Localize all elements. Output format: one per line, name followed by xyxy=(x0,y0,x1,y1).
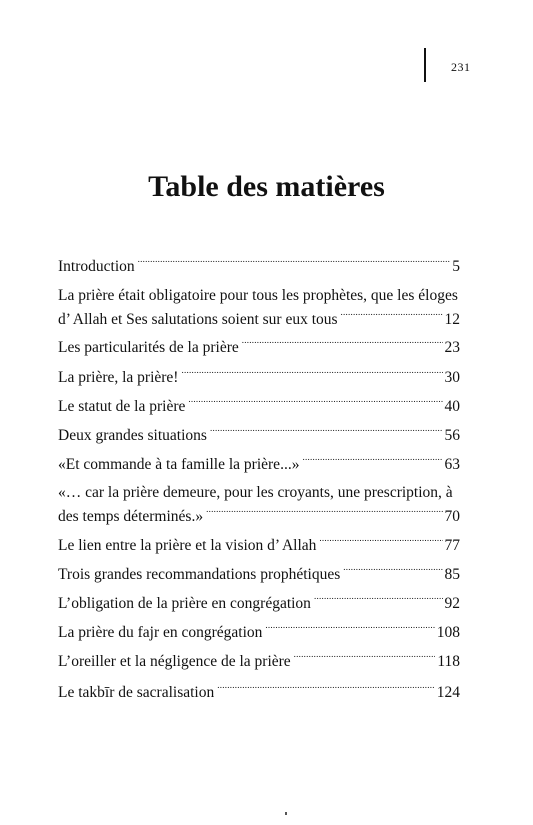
toc-entry-title-line1: «… car la prière demeure, pour les croyants, une prescription, à xyxy=(58,484,453,501)
dot-leader xyxy=(138,256,451,272)
toc-entry-particularites[interactable] xyxy=(58,336,460,360)
dot-leader xyxy=(341,309,443,325)
dot-leader xyxy=(265,622,434,638)
toc-entry-page: 23 xyxy=(444,339,460,356)
toc-entry-title: Deux grandes situations xyxy=(58,427,207,444)
toc-entry-page: 124 xyxy=(436,684,460,701)
page-mark xyxy=(285,812,287,815)
toc-entry-congregation[interactable] xyxy=(58,592,460,616)
toc-entry-title-line2: d’ Allah et Ses salutations soient sur eux tous xyxy=(58,311,338,328)
toc-entry-page: 77 xyxy=(444,537,460,554)
dot-leader xyxy=(294,651,436,667)
toc-entry-title-line1: La prière était obligatoire pour tous les prophètes, que les éloges xyxy=(58,287,458,304)
toc-entry-title: La prière du fajr en congrégation xyxy=(58,624,263,641)
toc-entry-title: La prière, la prière! xyxy=(58,369,179,386)
toc-entry-title: Introduction xyxy=(58,258,135,275)
toc-entry-page: 92 xyxy=(444,595,460,612)
toc-entry-takbir[interactable] xyxy=(58,681,460,705)
toc-entry-obligation-prophetes[interactable] xyxy=(58,284,460,332)
dot-leader xyxy=(302,454,442,470)
toc-entry-title: Le statut de la prière xyxy=(58,398,186,415)
dot-leader xyxy=(217,682,435,698)
dot-leader xyxy=(314,593,443,609)
toc-entry-recommandations[interactable] xyxy=(58,563,460,587)
toc-entry-page: 118 xyxy=(437,653,460,670)
header-rule xyxy=(424,48,426,82)
toc-entry-title-line2: des temps déterminés.» xyxy=(58,508,204,525)
toc-entry-title: Le takbīr de sacralisation xyxy=(58,684,215,701)
toc-entry-la-priere[interactable] xyxy=(58,366,460,390)
toc-entry-title: Le lien entre la prière et la vision d’ Allah xyxy=(58,537,317,554)
toc-entry-page: 56 xyxy=(444,427,460,444)
toc-entry-statut[interactable] xyxy=(58,395,460,419)
page-title: Table des matières xyxy=(148,170,385,203)
toc-entry-priere-demeure[interactable] xyxy=(58,481,460,529)
toc-entry-page: 30 xyxy=(444,369,460,386)
toc-entry-page: 85 xyxy=(444,566,460,583)
dot-leader xyxy=(188,396,442,412)
toc-entry-title: L’obligation de la prière en congrégation xyxy=(58,595,311,612)
toc-entry-title: «Et commande à ta famille la prière...» xyxy=(58,456,300,473)
toc-entry-page: 5 xyxy=(452,258,460,275)
dot-leader xyxy=(343,564,442,580)
toc-entry-introduction[interactable] xyxy=(58,255,460,279)
toc-entry-page: 70 xyxy=(444,508,460,525)
toc-entry-vision-allah[interactable] xyxy=(58,534,460,558)
toc-entry-title: L’oreiller et la négligence de la prière xyxy=(58,653,291,670)
toc-entry-commande-famille[interactable] xyxy=(58,453,460,477)
dot-leader xyxy=(319,535,442,551)
toc-entry-page: 12 xyxy=(444,311,460,328)
dot-leader xyxy=(206,506,442,522)
page-number: 231 xyxy=(451,60,471,74)
toc-entry-page: 40 xyxy=(444,398,460,415)
toc-entry-page: 108 xyxy=(436,624,460,641)
toc-entry-oreiller[interactable] xyxy=(58,650,460,674)
toc-entry-title: Trois grandes recommandations prophétiques xyxy=(58,566,341,583)
toc-entry-title: Les particularités de la prière xyxy=(58,339,239,356)
toc-entry-page: 63 xyxy=(444,456,460,473)
toc-entry-deux-situations[interactable] xyxy=(58,424,460,448)
dot-leader xyxy=(210,425,443,441)
dot-leader xyxy=(181,367,442,383)
dot-leader xyxy=(242,337,443,353)
toc-entry-fajr[interactable] xyxy=(58,621,460,645)
